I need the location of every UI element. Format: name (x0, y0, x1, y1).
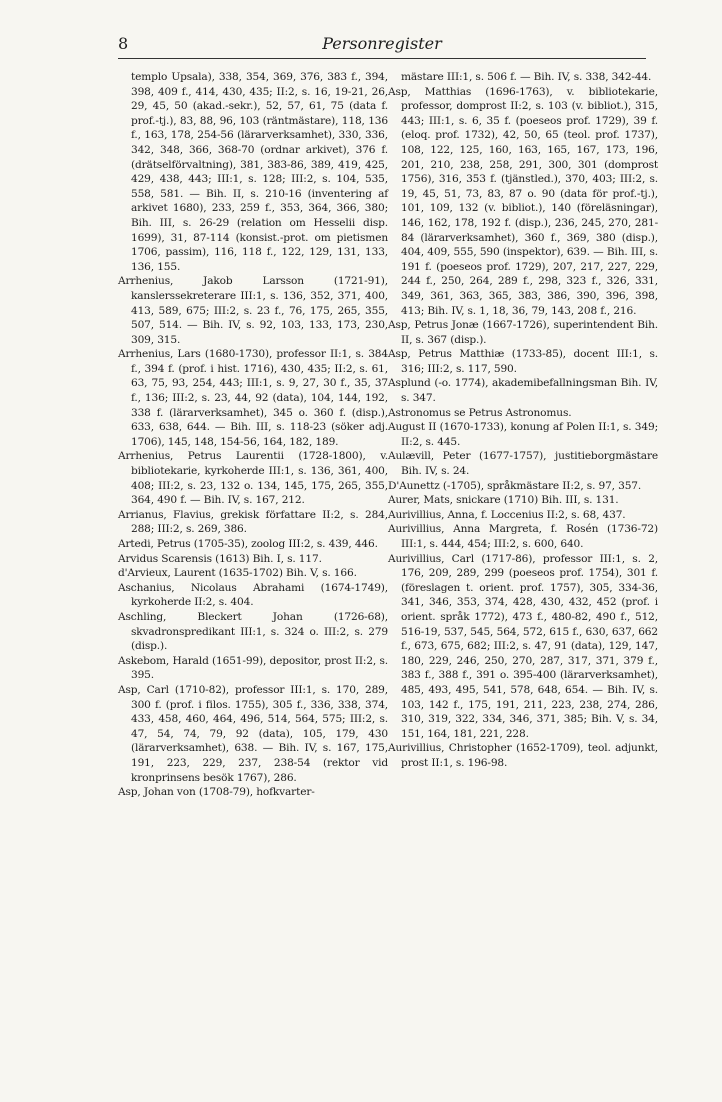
running-title: Personregister (322, 34, 442, 53)
index-entry: August II (1670-1733), konung af Polen II:1, s. 349; II:2, s. 445. (388, 421, 658, 448)
index-entry: Arvidus Scarensis (1613) Bih. I, s. 117. (118, 552, 322, 565)
index-entry: Aulævill, Peter (1677-1757), justitieborgmästare Bih. IV, s. 24. (388, 450, 658, 478)
index-entry: Astronomus se Petrus Astronomus. (388, 406, 572, 419)
index-entry: Asp, Matthias (1696-1763), v. bibliotekarie, professor, domprost II:2, s. 103 (v. bibliot.), 315, 443; III:1, s. 6, 35 f. (poeseos prof. 1729), 39 f. (eloq. prof. 1732), 42, 50, 65 (teol. prof. 1737), 108, 122, 125, 160, 163, 165, 167, 173, 196, 201, 210, 238, 258, 291, 300, 301 (domprost 1756), 316, 353 f. (tjänstled.), 370, 403; III:2, s. 19, 45, 51, 73, 83, 87 o. 90 (data för prof.-tj.), 101, 109, 132 (v. bibliot.), 140 (föreläsningar), 146, 162, 178, 192 f. (disp.), 236, 245, 270, 281-84 (lärarverksamhet), 360 f., 369, 380 (disp.), 404, 409, 555, 590 (inspektor), 639. — Bih. III, s. 191 f. (poeseos prof. 1729), 207, 217, 227, 229, 244 f., 250, 264, 289 f., 298, 323 f., 326, 331, 349, 361, 363, 365, 383, 386, 390, 396, 398, 413; Bih. IV, s. 1, 18, 36, 79, 143, 208 f., 216. (388, 85, 658, 317)
index-entry: Aurer, Mats, snickare (1710) Bih. III, s. 131. (388, 494, 619, 507)
index-entry: d'Arvieux, Laurent (1635-1702) Bih. V, s. 166. (118, 567, 357, 580)
right-column (388, 70, 658, 771)
page-header (118, 34, 646, 54)
index-entry: Asp, Petrus Matthiæ (1733-85), docent III:1, s. 316; III:2, s. 117, 590. (388, 348, 658, 375)
index-entry: Arrhenius, Lars (1680-1730), professor II:1, s. 384 f., 394 f. (prof. i hist. 1716), 430, 435; II:2, s. 61, 63, 75, 93, 254, 443; III:1, s. 9, 27, 30 f., 35, 37 f., 136; III:2, s. 23, 44, 92 (data), 104, 144, 192, 338 f. (lärarverksamhet), 345 o. 360 f. (disp.), 633, 638, 644. — Bih. III, s. 118-23 (söker adj. 1706), 145, 148, 154-56, 164, 182, 189. (118, 348, 388, 448)
index-entry: Asp, Petrus Jonæ (1667-1726), superintendent Bih. II, s. 367 (disp.). (388, 319, 658, 346)
index-entry: Aurivillius, Christopher (1652-1709), teol. adjunkt, prost II:1, s. 196-98. (388, 742, 658, 769)
index-entry: Asplund (-o. 1774), akademibefallningsman Bih. IV, s. 347. (388, 377, 658, 405)
page-number: 8 (118, 34, 129, 53)
index-entry: templo Upsala), 338, 354, 369, 376, 383 f., 394, 398, 409 f., 414, 430, 435; II:2, s. 16, 19-21, 26, 29, 45, 50 (akad.-sekr.), 52, 57, 61, 75 (data f. prof.-tj.), 83, 88, 96, 103 (räntmästare), 118, 136 f., 163, 178, 254-56 (lärarverksamhet), 330, 336, 342, 348, 366, 368-70 (ordnar arkivet), 376 f. (drätselförvaltning), 381, 383-86, 389, 419, 425, 429, 438, 443; III:1, s. 128; III:2, s. 104, 535, 558, 581. — Bih. II, s. 210-16 (inventering af arkivet 1680), 233, 259 f., 353, 364, 366, 380; Bih. III, s. 26-29 (relation om Hesselii disp. 1699), 31, 87-114 (konsist.-prot. om pietismen 1706, passim), 116, 118 f., 122, 129, 131, 133, 136, 155. (131, 71, 388, 273)
index-entry: Aurivillius, Anna Margreta, f. Rosén (1736-72) III:1, s. 444, 454; III:2, s. 600, 640. (388, 523, 658, 550)
left-column (118, 70, 388, 800)
index-entry: D'Aunettz (-1705), språkmästare II:2, s. 97, 357. (388, 479, 642, 492)
index-entry: Artedi, Petrus (1705-35), zoolog III:2, s. 439, 446. (118, 538, 378, 550)
index-entry: Aurivillius, Carl (1717-86), professor III:1, s. 2, 176, 209, 289, 299 (poeseos prof. 1754), 301 f. (föreslagen t. orient. prof. 1757), 305, 334-36, 341, 346, 353, 374, 428, 430, 432, 452 (prof. i orient. språk 1772), 473 f., 480-82, 490 f., 512, 516-19, 537, 545, 564, 572, 615 f., 630, 637, 662 f., 673, 675, 682; III:2, s. 47, 91 (data), 129, 147, 180, 229, 246, 250, 270, 287, 317, 371, 379 f., 383 f., 388 f., 391 o. 395-400 (lärarverksamhet), 485, 493, 495, 541, 578, 648, 654. — Bih. IV, s. 103, 142 f., 175, 191, 211, 223, 238, 274, 286, 310, 319, 322, 334, 346, 371, 385; Bih. V, s. 34, 151, 164, 181, 221, 228. (388, 552, 658, 740)
index-entry: Aschling, Bleckert Johan (1726-68), skvadronspredikant III:1, s. 324 o. III:2, s. 279 (disp.). (118, 610, 388, 653)
index-entry: Aurivillius, Anna, f. Loccenius II:2, s. 68, 437. (388, 508, 626, 521)
index-entry: Askebom, Harald (1651-99), depositor, prost II:2, s. 395. (118, 654, 388, 682)
index-entry: Arrhenius, Jakob Larsson (1721-91), kanslerssekreterare III:1, s. 136, 352, 371, 400, 413, 589, 675; III:2, s. 23 f., 76, 175, 265, 355, 507, 514. — Bih. IV, s. 92, 103, 133, 173, 230, 309, 315. (118, 275, 388, 346)
index-entry: mästare III:1, s. 506 f. — Bih. IV, s. 338, 342-44. (401, 71, 652, 83)
index-entry: Arrianus, Flavius, grekisk författare II:2, s. 284, 288; III:2, s. 269, 386. (118, 508, 388, 536)
header-rule (118, 58, 646, 59)
index-entry: Asp, Carl (1710-82), professor III:1, s. 170, 289, 300 f. (prof. i filos. 1755), 305 f., 336, 338, 374, 433, 458, 460, 464, 496, 514, 564, 575; III:2, s. 47, 54, 74, 79, 92 (data), 105, 179, 430 (lärarverksamhet), 638. — Bih. IV, s. 167, 175, 191, 223, 229, 237, 238-54 (rektor vid kronprinsens besök 1767), 286. (118, 683, 388, 784)
index-entry: Arrhenius, Petrus Laurentii (1728-1800), v. bibliotekarie, kyrkoherde III:1, s. 136, 361, 400, 408; III:2, s. 23, 132 o. 134, 145, 175, 265, 355, 364, 490 f. — Bih. IV, s. 167, 212. (118, 450, 388, 507)
index-entry: Aschanius, Nicolaus Abrahami (1674-1749), kyrkoherde II:2, s. 404. (118, 581, 388, 609)
index-entry: Asp, Johan von (1708-79), hofkvarter- (118, 786, 315, 799)
